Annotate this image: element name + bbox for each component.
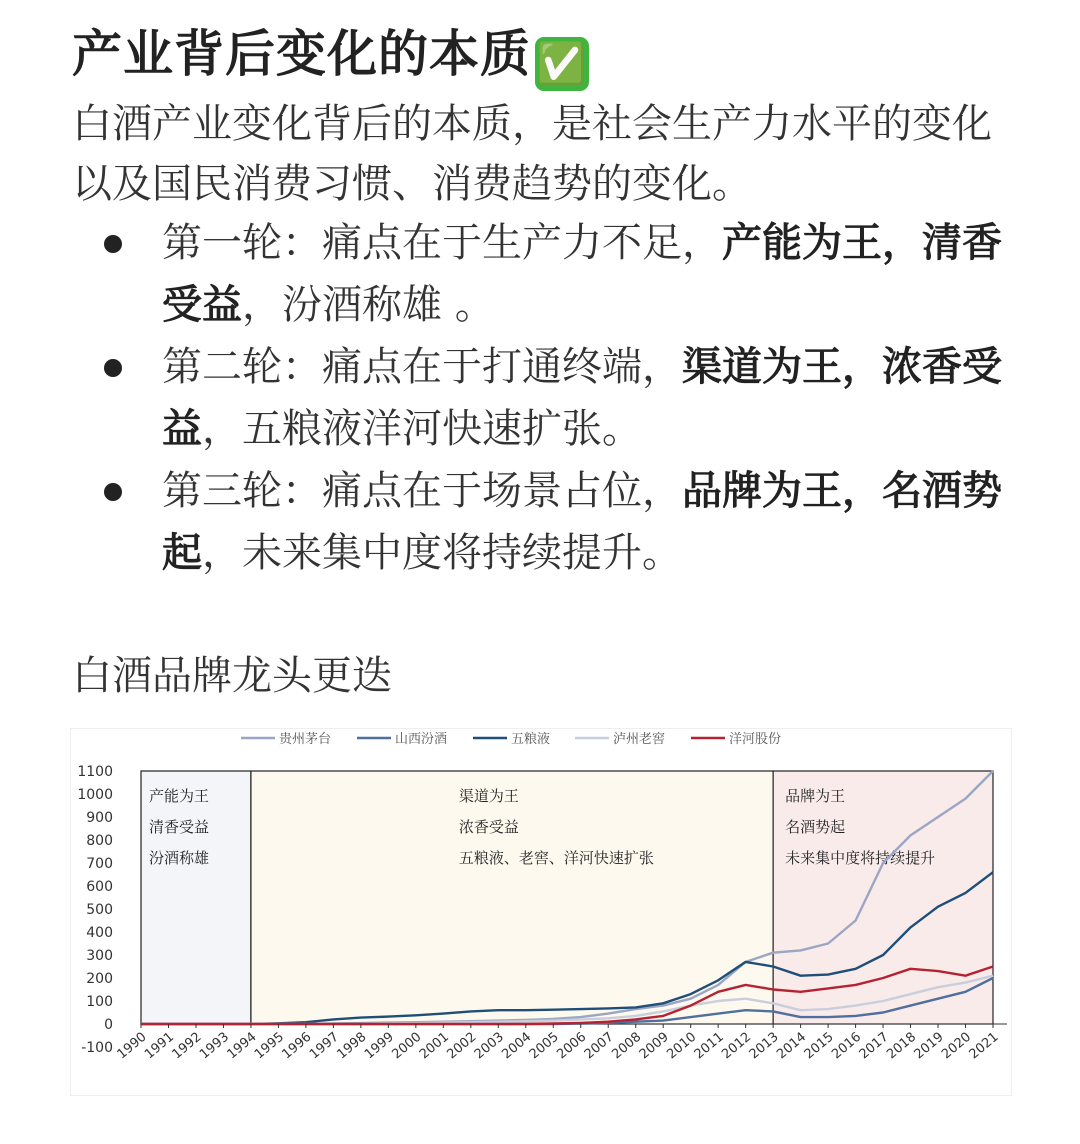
legend-label: 洋河股份 [729,732,782,747]
y-tick-label: 900 [86,810,113,826]
x-tick-label: 2012 [719,1029,755,1063]
y-tick-label: 1000 [77,787,113,803]
x-tick-label: 1996 [279,1029,315,1063]
x-tick-label: 2017 [856,1029,892,1063]
legend-label: 山西汾酒 [395,732,448,747]
x-tick-label: 1994 [224,1029,260,1063]
bullet-item-3 [102,460,1002,584]
x-tick-label: 2009 [636,1029,672,1063]
legend-label: 五粮液 [511,732,551,747]
x-tick-label: 1992 [169,1029,205,1063]
x-tick-label: 1993 [197,1029,233,1063]
x-tick-label: 1998 [334,1029,370,1063]
x-tick-label: 2020 [939,1029,975,1063]
bullet-suffix: ，汾酒称雄 。 [242,282,495,328]
x-tick-label: 2005 [526,1029,562,1063]
x-tick-label: 2011 [691,1029,727,1063]
bullet-prefix: 第三轮：痛点在于场景占位， [162,468,682,514]
bullet-bold: 渠道为王，浓香受益 [162,344,1002,452]
check-mark-icon: ✅ [535,37,589,91]
x-tick-label: 2018 [884,1029,920,1063]
bullet-item-2 [102,336,1002,460]
bullet-list [102,212,1002,584]
x-tick-label: 2004 [499,1029,535,1063]
legend-label: 贵州茅台 [279,732,332,747]
x-tick-label: 1990 [114,1029,150,1063]
region-label: 渠道为王 [458,787,519,805]
line-chart [71,729,1011,1095]
page-title-text: 产业背后变化的本质 [72,25,531,83]
page-title [72,14,589,91]
chart-subtitle: 白酒品牌龙头更迭 [72,653,392,699]
y-tick-label: 500 [86,902,113,918]
bullet-bold: 产能为王，清香受益 [162,220,1002,328]
bullet-dot-icon [104,483,122,501]
region-label: 未来集中度将持续提升 [785,849,936,867]
bullet-dot-icon [104,359,122,377]
region-label: 浓香受益 [458,818,519,836]
bullet-prefix: 第二轮：痛点在于打通终端， [162,344,682,390]
chart-region-3 [773,771,993,1024]
x-tick-label: 2007 [581,1029,617,1063]
intro-paragraph: 白酒产业变化背后的本质，是社会生产力水平的变化以及国民消费习惯、消费趋势的变化。 [72,101,992,207]
bullet-item-1 [102,212,1002,336]
region-label: 品牌为王 [785,787,846,805]
legend-label: 泸州老窖 [613,732,666,747]
region-label: 清香受益 [149,818,210,836]
x-tick-label: 1991 [142,1029,178,1063]
bullet-suffix: ，未来集中度将持续提升。 [202,530,682,576]
region-label: 名酒势起 [785,818,846,836]
x-tick-label: 2016 [829,1029,865,1063]
y-tick-label: 400 [86,925,113,941]
x-tick-label: 2003 [471,1029,507,1063]
chart-region-1 [141,771,251,1024]
x-tick-label: 1997 [306,1029,342,1063]
bullet-dot-icon [104,235,122,253]
y-tick-label: 600 [86,879,113,895]
bullet-suffix: ，五粮液洋河快速扩张。 [202,406,642,452]
region-label: 产能为王 [149,787,210,805]
x-tick-label: 2013 [746,1029,782,1063]
y-tick-label: 200 [86,971,113,987]
region-label: 五粮液、老窖、洋河快速扩张 [458,849,654,867]
y-tick-label: 0 [104,1017,113,1033]
x-tick-label: 2014 [774,1029,810,1063]
x-tick-label: 2008 [609,1029,645,1063]
y-tick-label: 800 [86,833,113,849]
x-tick-label: 1995 [251,1029,287,1063]
x-tick-label: 2001 [416,1029,452,1063]
bullet-prefix: 第一轮：痛点在于生产力不足， [162,220,722,266]
chart-container [70,728,1012,1096]
x-tick-label: 2015 [801,1029,837,1063]
y-tick-label: 300 [86,948,113,964]
y-tick-label: -100 [81,1040,113,1056]
x-tick-label: 2019 [911,1029,947,1063]
chart-region-2 [251,771,773,1024]
x-tick-label: 2002 [444,1029,480,1063]
bullet-bold: 品牌为王，名酒势起 [162,468,1002,576]
y-tick-label: 1100 [77,764,113,780]
x-tick-label: 2010 [664,1029,700,1063]
region-label: 汾酒称雄 [149,849,210,867]
x-tick-label: 2006 [554,1029,590,1063]
x-tick-label: 2021 [966,1029,1002,1063]
x-tick-label: 1999 [361,1029,397,1063]
y-tick-label: 700 [86,856,113,872]
y-tick-label: 100 [86,994,113,1010]
x-tick-label: 2000 [389,1029,425,1063]
